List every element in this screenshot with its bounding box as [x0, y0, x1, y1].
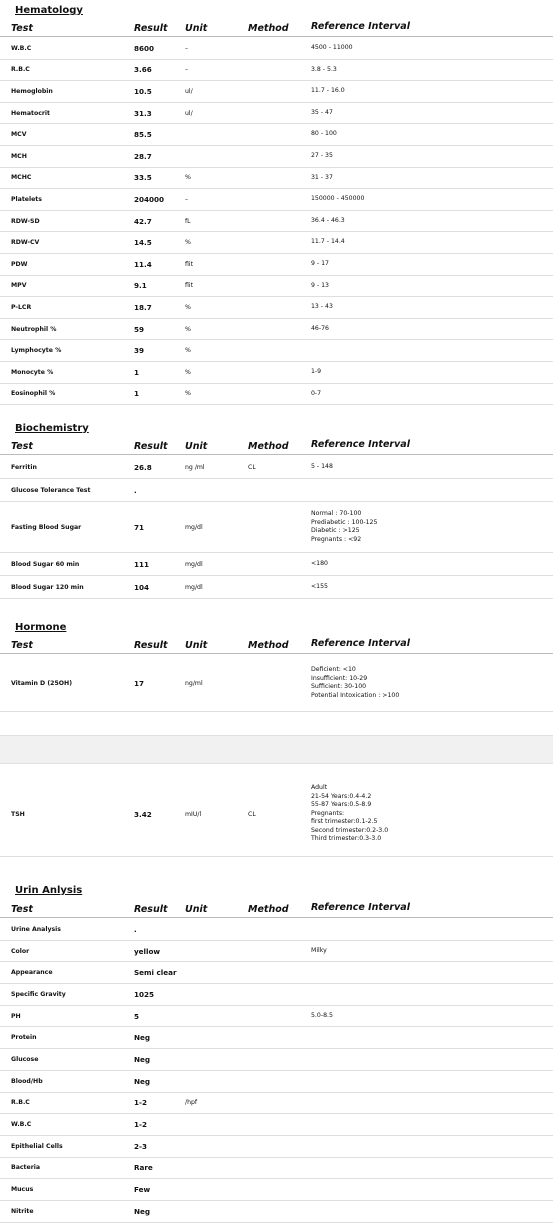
reference-interval: Adult 21-54 Years:0.4-4.2 55-87 Years:0.5-8.9 Pregnants: first trimester:0.1-2.5 Second trimester:0.2-3.0 Third trimester:0.3-3.0	[311, 784, 389, 843]
test-name: Vitamin D (25OH)	[11, 679, 73, 687]
result-value: Neg	[134, 1076, 151, 1086]
table-row	[0, 655, 553, 712]
col-method: Method	[248, 640, 289, 651]
test-name: Color	[11, 947, 30, 955]
table-row	[0, 340, 553, 362]
col-method: Method	[248, 441, 289, 452]
test-name: Fasting Blood Sugar	[11, 523, 82, 531]
reference-interval: 4500 - 11000	[311, 44, 353, 52]
result-value: 18.7	[134, 302, 152, 312]
table-row	[0, 1201, 553, 1223]
unit-value: ul/	[185, 87, 193, 95]
reference-interval: 150000 - 450000	[311, 195, 365, 203]
test-name: MCV	[11, 131, 27, 139]
table-row	[0, 1158, 553, 1180]
page-break	[0, 735, 553, 764]
result-value: 71	[134, 522, 145, 532]
result-value: 26.8	[134, 462, 152, 472]
result-value: 104	[134, 582, 150, 592]
result-value: 28.7	[134, 151, 152, 161]
unit-value: –	[185, 195, 189, 203]
col-reference: Reference Interval	[311, 638, 410, 649]
test-name: Blood Sugar 60 min	[11, 560, 80, 568]
result-value: 1025	[134, 989, 155, 999]
table-row	[0, 576, 553, 599]
unit-value: mg/dl	[185, 560, 203, 568]
table-row	[0, 919, 553, 941]
test-name: Hemoglobin	[11, 87, 53, 95]
hormone-table	[0, 655, 553, 712]
reference-interval: 11.7 - 14.4	[311, 238, 345, 246]
unit-value: %	[185, 325, 191, 333]
test-name: Protein	[11, 1034, 37, 1042]
table-row	[0, 1027, 553, 1049]
test-name: Appearance	[11, 969, 53, 977]
result-value: Few	[134, 1185, 151, 1195]
reference-interval: 5 - 148	[311, 462, 333, 470]
result-value: 39	[134, 346, 145, 356]
result-value: 31.3	[134, 108, 152, 118]
unit-value: ul/	[185, 109, 193, 117]
col-result: Result	[134, 441, 168, 452]
reference-interval: 0-7	[311, 389, 322, 397]
table-row	[0, 168, 553, 190]
col-reference: Reference Interval	[311, 902, 410, 913]
reference-interval: 80 - 100	[311, 130, 337, 138]
result-value: 14.5	[134, 238, 152, 248]
col-result: Result	[134, 904, 168, 915]
urine-header	[0, 903, 553, 918]
hematology-table	[0, 38, 553, 405]
result-value: Neg	[134, 1054, 151, 1064]
reference-interval: 5.0-8.5	[311, 1011, 333, 1019]
method-value: CL	[248, 463, 256, 471]
result-value: 2-3	[134, 1141, 147, 1151]
result-value: 1	[134, 389, 140, 399]
table-row	[0, 1006, 553, 1028]
test-name: MCH	[11, 152, 27, 160]
unit-value: %	[185, 174, 191, 182]
table-row	[0, 479, 553, 502]
method-value: CL	[248, 810, 256, 818]
col-reference: Reference Interval	[311, 21, 410, 32]
result-value: 3.42	[134, 809, 152, 819]
reference-interval: 36.4 - 46.3	[311, 216, 345, 224]
reference-interval: 9 - 17	[311, 259, 329, 267]
col-method: Method	[248, 904, 289, 915]
result-value: 33.5	[134, 173, 152, 183]
result-value: 85.5	[134, 130, 152, 140]
table-row	[0, 124, 553, 146]
reference-interval: 3.8 - 5.3	[311, 65, 337, 73]
result-value: yellow	[134, 946, 161, 956]
table-row	[0, 60, 553, 82]
result-value: 11.4	[134, 259, 152, 269]
test-name: Glucose Tolerance Test	[11, 486, 91, 494]
result-value: 1-2	[134, 1120, 147, 1130]
col-unit: Unit	[185, 640, 208, 651]
table-row	[0, 384, 553, 406]
table-row	[0, 1093, 553, 1115]
col-reference: Reference Interval	[311, 439, 410, 450]
test-name: Glucose	[11, 1055, 39, 1063]
hematology-title: Hematology	[15, 5, 83, 16]
unit-value: ng/ml	[185, 679, 203, 687]
test-name: Nitrite	[11, 1207, 34, 1215]
test-name: MPV	[11, 282, 27, 290]
test-name: Specific Gravity	[11, 990, 66, 998]
reference-interval: 9 - 13	[311, 281, 329, 289]
reference-interval: Milky	[311, 946, 327, 954]
table-row	[0, 362, 553, 384]
reference-interval: 31 - 37	[311, 173, 333, 181]
biochemistry-table	[0, 456, 553, 599]
table-row	[0, 189, 553, 211]
col-unit: Unit	[185, 23, 208, 34]
result-value: 17	[134, 678, 145, 688]
test-name: TSH	[11, 810, 25, 818]
result-value: 10.5	[134, 86, 152, 96]
unit-value: –	[185, 44, 189, 52]
urine-table	[0, 919, 553, 1223]
result-value: 204000	[134, 194, 165, 204]
table-row	[0, 81, 553, 103]
unit-value: flit	[185, 282, 194, 290]
col-unit: Unit	[185, 904, 208, 915]
table-row	[0, 232, 553, 254]
table-row	[0, 211, 553, 233]
reference-interval: <180	[311, 559, 328, 567]
test-name: Platelets	[11, 195, 42, 203]
test-name: W.B.C	[11, 1121, 32, 1129]
result-value: .	[134, 924, 137, 934]
result-value: Semi clear	[134, 968, 177, 978]
unit-value: ng /ml	[185, 463, 205, 471]
test-name: Epithelial Cells	[11, 1142, 63, 1150]
table-row	[0, 1114, 553, 1136]
test-name: P-LCR	[11, 303, 32, 311]
result-value: 111	[134, 559, 150, 569]
test-name: Monocyte %	[11, 368, 54, 376]
test-name: Hematocrit	[11, 109, 51, 117]
result-value: 3.66	[134, 65, 152, 75]
unit-value: %	[185, 303, 191, 311]
table-row	[0, 941, 553, 963]
result-value: 5	[134, 1011, 140, 1021]
result-value: 59	[134, 324, 145, 334]
unit-value: mg/dl	[185, 523, 203, 531]
col-result: Result	[134, 640, 168, 651]
table-row	[0, 772, 553, 857]
result-value: Rare	[134, 1163, 153, 1173]
test-name: PDW	[11, 260, 28, 268]
table-row	[0, 146, 553, 168]
table-row	[0, 276, 553, 298]
result-value: 1-2	[134, 1098, 147, 1108]
table-row	[0, 456, 553, 479]
reference-interval: 1-9	[311, 367, 322, 375]
unit-value: %	[185, 239, 191, 247]
biochemistry-header	[0, 440, 553, 455]
result-value: .	[134, 485, 137, 495]
test-name: Blood Sugar 120 min	[11, 583, 84, 591]
hormone-header	[0, 639, 553, 654]
test-name: Bacteria	[11, 1164, 41, 1172]
unit-value: mIU/l	[185, 810, 202, 818]
table-row	[0, 1071, 553, 1093]
table-row	[0, 1136, 553, 1158]
reference-interval: 13 - 43	[311, 303, 333, 311]
test-name: MCHC	[11, 174, 32, 182]
col-test: Test	[11, 640, 33, 651]
table-row	[0, 1049, 553, 1071]
test-name: Neutrophil %	[11, 325, 57, 333]
result-value: 9.1	[134, 281, 147, 291]
test-name: Ferritin	[11, 463, 37, 471]
result-value: Neg	[134, 1206, 151, 1216]
col-unit: Unit	[185, 441, 208, 452]
biochemistry-title: Biochemistry	[15, 423, 89, 434]
table-row	[0, 553, 553, 576]
col-test: Test	[11, 23, 33, 34]
reference-interval: Normal : 70-100 Prediabetic : 100-125 Diabetic : >125 Pregnants : <92	[311, 510, 378, 543]
test-name: W.B.C	[11, 44, 32, 52]
reference-interval: <155	[311, 582, 328, 590]
unit-value: %	[185, 347, 191, 355]
reference-interval: 46-76	[311, 324, 329, 332]
result-value: 42.7	[134, 216, 152, 226]
reference-interval: Deficient: <10 Insufficient: 10-29 Sufficient: 30-100 Potential Intoxication : >100	[311, 666, 400, 699]
reference-interval: 11.7 - 16.0	[311, 87, 345, 95]
test-name: Mucus	[11, 1186, 34, 1194]
table-row	[0, 1179, 553, 1201]
col-result: Result	[134, 23, 168, 34]
table-row	[0, 984, 553, 1006]
hormone-table-continued	[0, 772, 553, 857]
table-row	[0, 297, 553, 319]
test-name: R.B.C	[11, 1099, 30, 1107]
test-name: Lymphocyte %	[11, 347, 62, 355]
test-name: RDW-CV	[11, 239, 40, 247]
col-test: Test	[11, 441, 33, 452]
col-test: Test	[11, 904, 33, 915]
result-value: Neg	[134, 1033, 151, 1043]
test-name: Blood/Hb	[11, 1077, 43, 1085]
unit-value: %	[185, 368, 191, 376]
unit-value: /hpf	[185, 1099, 198, 1107]
reference-interval: 35 - 47	[311, 108, 333, 116]
unit-value: %	[185, 390, 191, 398]
hematology-header	[0, 22, 553, 37]
test-name: RDW-SD	[11, 217, 40, 225]
unit-value: flit	[185, 260, 194, 268]
hormone-title: Hormone	[15, 622, 67, 633]
urine-title: Urin Anlysis	[15, 885, 83, 896]
result-value: 1	[134, 367, 140, 377]
reference-interval: 27 - 35	[311, 152, 333, 160]
table-row	[0, 38, 553, 60]
test-name: Eosinophil %	[11, 390, 56, 398]
test-name: R.B.C	[11, 66, 30, 74]
table-row	[0, 962, 553, 984]
test-name: Urine Analysis	[11, 925, 61, 933]
result-value: 8600	[134, 43, 155, 53]
table-row	[0, 502, 553, 553]
table-row	[0, 319, 553, 341]
unit-value: –	[185, 66, 189, 74]
table-row	[0, 254, 553, 276]
test-name: PH	[11, 1012, 21, 1020]
table-row	[0, 103, 553, 125]
unit-value: fL	[185, 217, 191, 225]
col-method: Method	[248, 23, 289, 34]
unit-value: mg/dl	[185, 583, 203, 591]
